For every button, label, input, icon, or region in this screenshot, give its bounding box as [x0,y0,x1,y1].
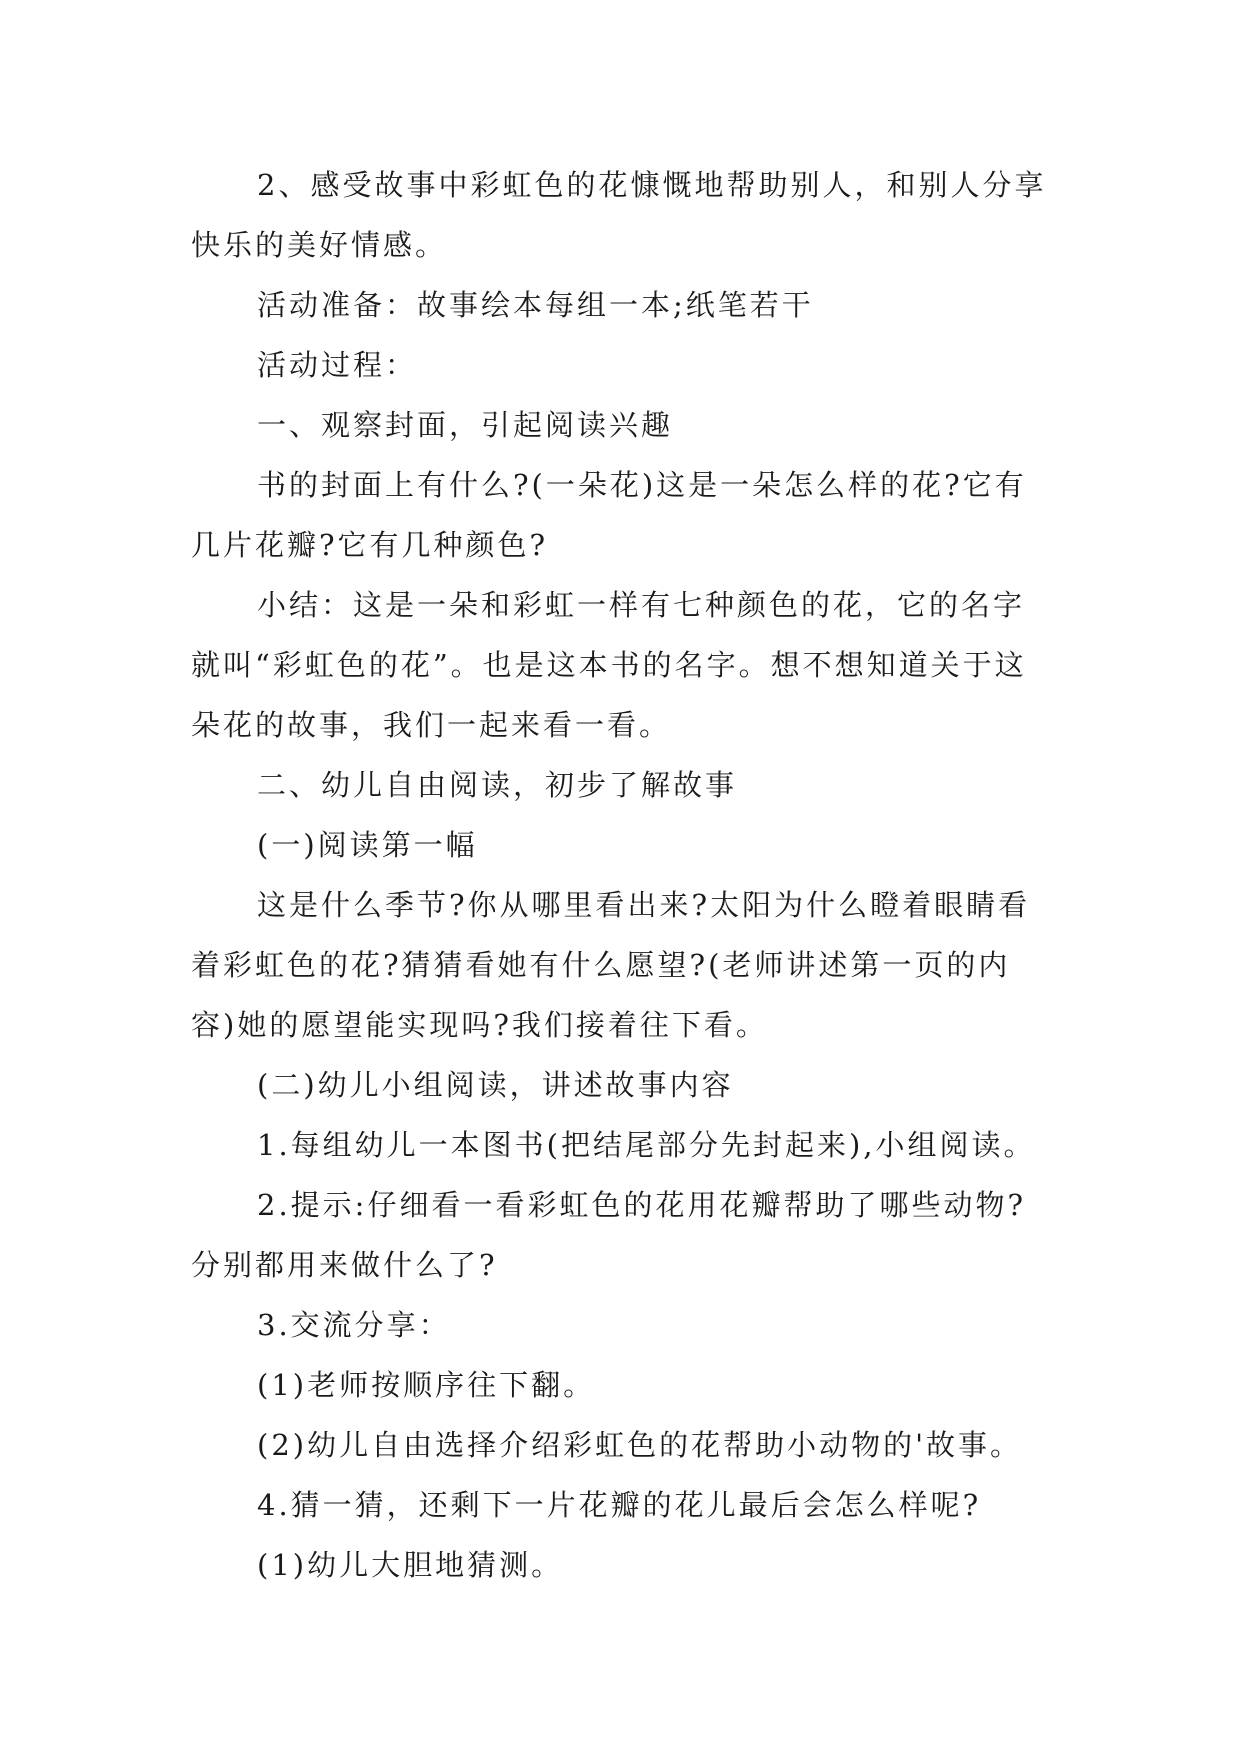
list-item-2: 2.提示:仔细看一看彩虹色的花用花瓣帮助了哪些动物?分别都用来做什么了? [191,1188,1026,1282]
sub-list-item-2: (2)幼儿自由选择介绍彩虹色的花帮助小动物的'故事。 [257,1428,1023,1462]
document-body [191,155,1051,1595]
paragraph-summary: 小结：这是一朵和彩虹一样有七种颜色的花，它的名字就叫“彩虹色的花”。也是这本书的名字。想不想知道关于这朵花的故事，我们一起来看一看。 [191,588,1027,742]
paragraph-goal-2: 2、感受故事中彩虹色的花慷慨地帮助别人，和别人分享快乐的美好情感。 [191,168,1047,262]
paragraph-cover-questions: 书的封面上有什么?(一朵花)这是一朵怎么样的花?它有几片花瓣?它有几种颜色? [191,468,1027,562]
sub-list-item-guess: (1)幼儿大胆地猜测。 [257,1548,564,1582]
list-item-3: 3.交流分享： [257,1308,451,1342]
paragraph-process-heading: 活动过程： [257,348,418,382]
list-item-1: 1.每组幼儿一本图书(把结尾部分先封起来),小组阅读。 [257,1128,1036,1162]
subsection-heading-1: (一)阅读第一幅 [257,828,478,862]
section-heading-1: 一、观察封面，引起阅读兴趣 [257,408,674,442]
section-heading-2: 二、幼儿自由阅读，初步了解故事 [257,768,738,802]
paragraph-preparation: 活动准备：故事绘本每组一本;纸笔若干 [257,288,814,322]
list-item-4: 4.猜一猜，还剩下一片花瓣的花儿最后会怎么样呢? [257,1488,982,1522]
sub-list-item-1: (1)老师按顺序往下翻。 [257,1368,596,1402]
paragraph-season-questions: 这是什么季节?你从哪里看出来?太阳为什么瞪着眼睛看着彩虹色的花?猜猜看她有什么愿望?(老师讲述第一页的内容)她的愿望能实现吗?我们接着往下看。 [191,888,1031,1042]
subsection-heading-2: (二)幼儿小组阅读，讲述故事内容 [257,1068,734,1102]
